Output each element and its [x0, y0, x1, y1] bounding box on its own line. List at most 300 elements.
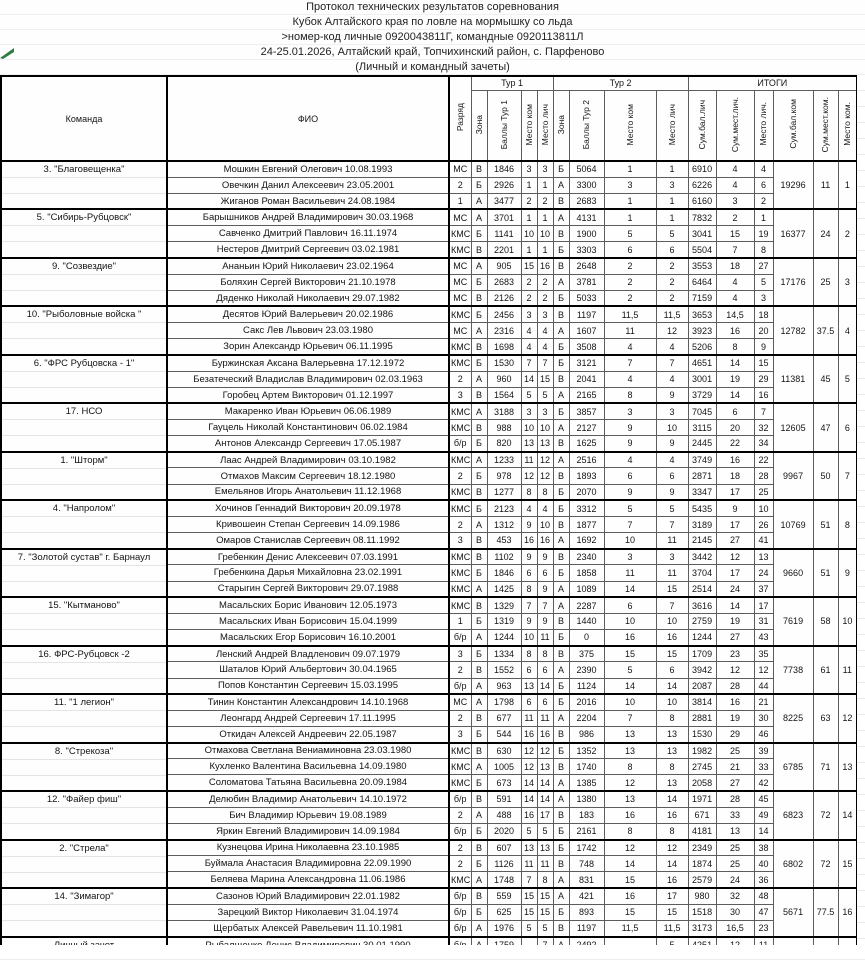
cell-sum-mest-lich: 28 — [716, 678, 754, 694]
cell-mesto-lich-itog: 22 — [754, 452, 773, 468]
cell-mesto-kom-t1: 3 — [521, 161, 537, 177]
cell-sum-mest-lich: 32 — [716, 888, 754, 904]
cell-sum-mest-kom: 37.5 — [813, 306, 838, 354]
cell-sum-mest-kom: 63 — [813, 694, 838, 742]
cell-zona-t1: А — [471, 371, 487, 387]
cell-sum-bal-lich: 3616 — [688, 597, 716, 613]
cell-mesto-kom-itog: 6 — [838, 403, 857, 451]
col-header-sum-mest-lich: Сум.мест.лич. — [716, 90, 754, 161]
cell-bally-tur2: 2041 — [569, 371, 604, 387]
cell-mesto-kom-t2: 11,5 — [604, 920, 656, 936]
cell-sum-mest-lich: 16,5 — [716, 920, 754, 936]
cell-razryad: КМС — [449, 306, 471, 322]
cell-mesto-kom-t2: 1 — [604, 193, 656, 209]
cell-mesto-lich-itog: 10 — [754, 500, 773, 516]
cell-zona-t2: Б — [553, 161, 569, 177]
cell-mesto-lich-t1: 10 — [537, 226, 553, 242]
cell-mesto-kom-t1: 14 — [521, 371, 537, 387]
cell-bally-tur2: 2016 — [569, 694, 604, 710]
cell-razryad: МС — [449, 209, 471, 225]
cell-mesto-kom-t2: 9 — [604, 436, 656, 452]
cell-zona-t1: Б — [471, 823, 487, 839]
cell-razryad: КМС — [449, 759, 471, 775]
cell-sum-mest-lich: 27 — [716, 775, 754, 791]
cell-mesto-lich-itog: 45 — [754, 791, 773, 807]
cell-mesto-lich-t2: 9 — [656, 387, 688, 403]
cell-mesto-lich-t1: 1 — [537, 242, 553, 258]
cell-mesto-kom-t1: 14 — [521, 775, 537, 791]
team-name-cell: 14. "Зимагор" — [1, 888, 167, 936]
cell-bally-tur2: 5033 — [569, 290, 604, 306]
cell-mesto-kom-itog: 7 — [838, 452, 857, 500]
cell-mesto-kom-t1: 1 — [521, 177, 537, 193]
cell-mesto-lich-t1: 9 — [537, 549, 553, 565]
cell-sum-bal-lich: 7045 — [688, 403, 716, 419]
cell-razryad: 2 — [449, 662, 471, 678]
cell-mesto-lich-t1: 4 — [537, 323, 553, 339]
cell-mesto-lich-itog: 48 — [754, 888, 773, 904]
cell-zona-t1: В — [471, 597, 487, 613]
col-header-zona-t2: Зона — [553, 90, 569, 161]
cell-mesto-lich-t1: 3 — [537, 306, 553, 322]
cell-sum-bal-lich: 5435 — [688, 500, 716, 516]
cell-sum-mest-kom: 47 — [813, 403, 838, 451]
cell-mesto-kom-t2: 11 — [604, 323, 656, 339]
cell-bally-tur2: 3857 — [569, 403, 604, 419]
cell-sum-mest-kom: 25 — [813, 258, 838, 306]
cell-bally-tur1: 544 — [487, 726, 521, 742]
cell-mesto-kom-t2: 16 — [604, 630, 656, 646]
cell-mesto-lich-t1: 9 — [537, 581, 553, 597]
cell-sum-bal-kom: 10769 — [773, 500, 813, 548]
cell-bally-tur2: 2161 — [569, 823, 604, 839]
cell-bally-tur1: 2123 — [487, 500, 521, 516]
cell-sum-bal-lich: 3749 — [688, 452, 716, 468]
cell-mesto-kom-t1: 12 — [521, 468, 537, 484]
cell-zona-t2: А — [553, 775, 569, 791]
cell-mesto-lich-t1: 3 — [537, 161, 553, 177]
cell-sum-mest-lich: 27 — [716, 630, 754, 646]
cell-zona-t1: А — [471, 193, 487, 209]
cell-sum-mest-lich: 29 — [716, 726, 754, 742]
cell-sum-bal-lich: 1971 — [688, 791, 716, 807]
cell-sum-bal-lich: 6160 — [688, 193, 716, 209]
cell-bally-tur2: 1893 — [569, 468, 604, 484]
cell-sum-bal-lich: 2445 — [688, 436, 716, 452]
cell-zona-t2: Б — [553, 500, 569, 516]
cell-zona-t2: Б — [553, 630, 569, 646]
cell-mesto-kom-itog: 11 — [838, 646, 857, 694]
cell-bally-tur2: 2070 — [569, 484, 604, 500]
cell-mesto-kom-t2: 10 — [604, 694, 656, 710]
cell-bally-tur1: 453 — [487, 533, 521, 549]
cell-mesto-lich-itog: 30 — [754, 710, 773, 726]
cell-sum-mest-lich: 16 — [716, 452, 754, 468]
cell-mesto-lich-t1: 1 — [537, 177, 553, 193]
cell-mesto-lich-t1: 2 — [537, 274, 553, 290]
cell-zona-t2: А — [553, 791, 569, 807]
cell-sum-mest-lich: 13 — [716, 823, 754, 839]
cell-bally-tur2: 2165 — [569, 387, 604, 403]
cell-zona-t2: В — [553, 549, 569, 565]
cell-razryad: 3 — [449, 646, 471, 662]
cell-mesto-lich-itog: 29 — [754, 371, 773, 387]
cell-bally-tur1: 1334 — [487, 646, 521, 662]
results-tbody — [1, 161, 857, 954]
cell-fio: Буймала Анастасия Владимировна 22.09.1990 — [167, 856, 449, 872]
cell-mesto-lich-t2: 3 — [656, 403, 688, 419]
cell-zona-t2: А — [553, 872, 569, 888]
cell-mesto-lich-t2: 7 — [656, 516, 688, 532]
cell-sum-mest-lich: 18 — [716, 258, 754, 274]
cell-sum-mest-lich: 12 — [716, 549, 754, 565]
cell-sum-bal-lich: 4181 — [688, 823, 716, 839]
cell-fio: Безатеческий Владислав Владимирович 02.03.1963 — [167, 371, 449, 387]
cell-mesto-lich-itog: 35 — [754, 646, 773, 662]
cell-mesto-lich-t2: 2 — [656, 274, 688, 290]
cell-sum-mest-kom: 11 — [813, 161, 838, 209]
cell-mesto-lich-t2: 12 — [656, 840, 688, 856]
cell-fio: Овечкин Данил Алексеевич 23.05.2001 — [167, 177, 449, 193]
cell-razryad: 3 — [449, 726, 471, 742]
cell-mesto-lich-t2: 6 — [656, 468, 688, 484]
cell-mesto-lich-t2: 13 — [656, 743, 688, 759]
cell-mesto-kom-itog: 8 — [838, 500, 857, 548]
cell-mesto-kom-t1: 6 — [521, 662, 537, 678]
cell-mesto-lich-itog: 25 — [754, 484, 773, 500]
cell-sum-mest-lich: 14 — [716, 355, 754, 371]
cell-bally-tur1: 1564 — [487, 387, 521, 403]
cell-razryad: 2 — [449, 840, 471, 856]
cell-sum-mest-lich: 9 — [716, 500, 754, 516]
cell-sum-bal-lich: 5504 — [688, 242, 716, 258]
cell-fio: Отмахов Максим Сергеевич 18.12.1980 — [167, 468, 449, 484]
cell-mesto-lich-t1: 2 — [537, 193, 553, 209]
table-row — [1, 743, 857, 759]
cell-razryad: 1 — [449, 193, 471, 209]
cell-bally-tur2: 1740 — [569, 759, 604, 775]
cell-zona-t1: Б — [471, 436, 487, 452]
group-header-tur1: Тур 1 — [471, 76, 553, 90]
cell-sum-bal-lich: 3729 — [688, 387, 716, 403]
cell-mesto-lich-itog: 3 — [754, 290, 773, 306]
cell-mesto-lich-t2: 12 — [656, 323, 688, 339]
cell-razryad: КМС — [449, 226, 471, 242]
cell-mesto-lich-itog: 36 — [754, 872, 773, 888]
cell-mesto-lich-t2: 7 — [656, 597, 688, 613]
team-name-cell: 15. "Кытманово" — [1, 597, 167, 645]
cell-zona-t1: В — [471, 710, 487, 726]
cell-bally-tur2: 1197 — [569, 920, 604, 936]
cell-bally-tur2: 3781 — [569, 274, 604, 290]
cell-zona-t2: В — [553, 726, 569, 742]
cell-mesto-kom-t1: 11 — [521, 452, 537, 468]
col-header-mesto-kom-t2: Место ком — [604, 90, 656, 161]
cell-mesto-lich-itog: 24 — [754, 565, 773, 581]
cell-fio: Десятов Юрий Валерьевич 20.02.1986 — [167, 306, 449, 322]
cell-sum-mest-lich: 16 — [716, 323, 754, 339]
cell-mesto-kom-t1: 8 — [521, 484, 537, 500]
cell-bally-tur1: 2926 — [487, 177, 521, 193]
cell-zona-t2: Б — [553, 565, 569, 581]
team-name-cell: 10. "Рыболовные войска " — [1, 306, 167, 354]
cell-bally-tur2: 2648 — [569, 258, 604, 274]
team-name-cell: 1. "Шторм" — [1, 452, 167, 500]
cell-mesto-kom-t2: 4 — [604, 452, 656, 468]
cell-fio: Мошкин Евгений Олегович 10.08.1993 — [167, 161, 449, 177]
cell-mesto-lich-itog: 4 — [754, 161, 773, 177]
cell-sum-bal-lich: 1874 — [688, 856, 716, 872]
cell-bally-tur2: 1625 — [569, 436, 604, 452]
cell-bally-tur2: 1089 — [569, 581, 604, 597]
cell-bally-tur1: 1319 — [487, 613, 521, 629]
cell-mesto-lich-t1: 6 — [537, 662, 553, 678]
cell-mesto-lich-t2: 1 — [656, 161, 688, 177]
cell-mesto-lich-itog: 6 — [754, 177, 773, 193]
cell-mesto-kom-t1: 12 — [521, 759, 537, 775]
cell-mesto-lich-t1: 14 — [537, 791, 553, 807]
cell-sum-bal-lich: 3115 — [688, 420, 716, 436]
cell-sum-mest-lich: 28 — [716, 791, 754, 807]
cell-mesto-kom-t2: 6 — [604, 242, 656, 258]
table-row — [1, 306, 857, 322]
cell-sum-mest-kom: 77.5 — [813, 888, 838, 936]
cell-mesto-lich-t1: 8 — [537, 646, 553, 662]
cell-razryad: 2 — [449, 177, 471, 193]
cell-bally-tur1: 1698 — [487, 339, 521, 355]
cell-mesto-kom-t1: 9 — [521, 613, 537, 629]
cell-fio: Кузнецова Ирина Николаевна 23.10.1985 — [167, 840, 449, 856]
cell-mesto-kom-t2: 13 — [604, 726, 656, 742]
cell-sum-mest-lich: 25 — [716, 743, 754, 759]
cell-mesto-kom-t2: 15 — [604, 904, 656, 920]
cell-zona-t2: В — [553, 306, 569, 322]
cell-mesto-kom-t2: 13 — [604, 791, 656, 807]
cell-fio: Кухленко Валентина Васильевна 14.09.1980 — [167, 759, 449, 775]
table-row — [1, 888, 857, 904]
cell-zona-t1: А — [471, 452, 487, 468]
cell-mesto-kom-t1: 12 — [521, 743, 537, 759]
cell-bally-tur2: 421 — [569, 888, 604, 904]
cell-mesto-kom-t1: 4 — [521, 323, 537, 339]
cell-mesto-lich-t2: 11,5 — [656, 920, 688, 936]
cell-mesto-kom-t1: 13 — [521, 840, 537, 856]
cell-bally-tur1: 963 — [487, 678, 521, 694]
cell-zona-t1: А — [471, 258, 487, 274]
cell-bally-tur1: 3701 — [487, 209, 521, 225]
cell-zona-t2: В — [553, 807, 569, 823]
cell-mesto-lich-t2: 6 — [656, 662, 688, 678]
cell-mesto-kom-t1: 13 — [521, 678, 537, 694]
cell-mesto-kom-t1: 1 — [521, 242, 537, 258]
cell-mesto-lich-t1: 4 — [537, 339, 553, 355]
cell-zona-t2: В — [553, 646, 569, 662]
cell-mesto-lich-t1: 5 — [537, 823, 553, 839]
cell-sum-bal-lich: 3347 — [688, 484, 716, 500]
cell-fio: Щербатых Алексей Равельевич 11.10.1981 — [167, 920, 449, 936]
cell-mesto-kom-itog: 13 — [838, 743, 857, 791]
cell-bally-tur2: 1900 — [569, 226, 604, 242]
team-name-cell: 11. "1 легион" — [1, 694, 167, 742]
cell-fio: Отмахова Светлана Вениаминовна 23.03.1980 — [167, 743, 449, 759]
cell-mesto-kom-t1: 15 — [521, 258, 537, 274]
cell-mesto-kom-itog: 12 — [838, 694, 857, 742]
cell-bally-tur1: 673 — [487, 775, 521, 791]
col-header-mesto-kom-itog: Место ком. — [838, 90, 857, 161]
cell-zona-t1: В — [471, 888, 487, 904]
cell-mesto-kom-t2: 14 — [604, 856, 656, 872]
cell-fio: Сазонов Юрий Владимирович 22.01.1982 — [167, 888, 449, 904]
team-name-cell: 6. "ФРС Рубцовска - 1" — [1, 355, 167, 403]
cell-sum-mest-lich: 24 — [716, 872, 754, 888]
cell-zona-t1: Б — [471, 274, 487, 290]
cell-sum-bal-lich: 2349 — [688, 840, 716, 856]
cell-mesto-lich-t2: 8 — [656, 710, 688, 726]
cell-razryad: 3 — [449, 533, 471, 549]
cell-mesto-kom-t1: 13 — [521, 436, 537, 452]
cell-sum-bal-lich: 3173 — [688, 920, 716, 936]
cell-mesto-lich-t2: 6 — [656, 242, 688, 258]
cell-sum-bal-lich: 2745 — [688, 759, 716, 775]
cell-fio: Зорин Александр Юрьевич 06.11.1995 — [167, 339, 449, 355]
cell-razryad: 2 — [449, 468, 471, 484]
team-name-cell: 3. "Благовещенка" — [1, 161, 167, 209]
cell-mesto-lich-t1: 13 — [537, 759, 553, 775]
cell-mesto-lich-t2: 4 — [656, 339, 688, 355]
cell-bally-tur2: 3303 — [569, 242, 604, 258]
cell-sum-mest-kom: 61 — [813, 646, 838, 694]
cell-zona-t2: Б — [553, 403, 569, 419]
cell-zona-t1: В — [471, 533, 487, 549]
title-line-1: Протокол технических результатов соревнования — [0, 0, 865, 15]
cell-sum-bal-lich: 3653 — [688, 306, 716, 322]
cell-mesto-lich-t1: 6 — [537, 565, 553, 581]
cell-zona-t1: А — [471, 630, 487, 646]
cell-mesto-lich-t2: 16 — [656, 630, 688, 646]
cell-mesto-lich-itog: 42 — [754, 775, 773, 791]
cell-zona-t2: А — [553, 533, 569, 549]
cell-bally-tur1: 607 — [487, 840, 521, 856]
cell-mesto-kom-t2: 14 — [604, 581, 656, 597]
cell-mesto-kom-t2: 15 — [604, 646, 656, 662]
cell-razryad: б/р — [449, 823, 471, 839]
cell-zona-t2: В — [553, 468, 569, 484]
cell-bally-tur1: 1126 — [487, 856, 521, 872]
cell-razryad: МС — [449, 161, 471, 177]
cell-mesto-lich-t2: 15 — [656, 646, 688, 662]
cell-mesto-lich-t1: 1 — [537, 209, 553, 225]
cell-mesto-lich-t2: 17 — [656, 888, 688, 904]
cell-mesto-lich-t2: 13 — [656, 775, 688, 791]
cell-fio: Беляева Марина Александровна 11.06.1986 — [167, 872, 449, 888]
cell-fio: Откидач Алексей Андреевич 22.05.1987 — [167, 726, 449, 742]
cell-sum-bal-kom: 16377 — [773, 209, 813, 257]
cell-mesto-kom-t2: 2 — [604, 290, 656, 306]
cell-bally-tur1: 1846 — [487, 161, 521, 177]
cell-fio: Жиганов Роман Васильевич 24.08.1984 — [167, 193, 449, 209]
cell-bally-tur2: 1692 — [569, 533, 604, 549]
cell-zona-t1: В — [471, 840, 487, 856]
cell-bally-tur1: 559 — [487, 888, 521, 904]
cell-sum-bal-kom: 5671 — [773, 888, 813, 936]
cell-sum-mest-lich: 25 — [716, 840, 754, 856]
cell-mesto-lich-t2: 16 — [656, 807, 688, 823]
cell-mesto-lich-t2: 8 — [656, 759, 688, 775]
cell-mesto-kom-t2: 8 — [604, 823, 656, 839]
cell-razryad: МС — [449, 323, 471, 339]
cell-zona-t2: В — [553, 856, 569, 872]
cell-mesto-lich-t2: 3 — [656, 549, 688, 565]
cell-sum-mest-lich: 22 — [716, 436, 754, 452]
cell-mesto-lich-t2: 10 — [656, 694, 688, 710]
cell-mesto-lich-t1: 16 — [537, 258, 553, 274]
cell-mesto-kom-t2: 2 — [604, 274, 656, 290]
cell-sum-bal-kom: 12605 — [773, 403, 813, 451]
group-header-tur2: Тур 2 — [553, 76, 688, 90]
cell-fio: Соломатова Татьяна Васильевна 20.09.1984 — [167, 775, 449, 791]
cell-razryad: б/р — [449, 630, 471, 646]
cell-razryad: МС — [449, 290, 471, 306]
cell-mesto-lich-t2: 9 — [656, 484, 688, 500]
cell-mesto-lich-itog: 9 — [754, 339, 773, 355]
cell-mesto-kom-t2: 3 — [604, 177, 656, 193]
cell-sum-mest-lich: 4 — [716, 290, 754, 306]
cell-zona-t1: А — [471, 694, 487, 710]
cell-sum-mest-lich: 19 — [716, 371, 754, 387]
cell-mesto-lich-itog: 17 — [754, 597, 773, 613]
cell-bally-tur2: 3300 — [569, 177, 604, 193]
cell-mesto-kom-t1: 6 — [521, 694, 537, 710]
cell-sum-bal-lich: 5206 — [688, 339, 716, 355]
cell-bally-tur1: 988 — [487, 420, 521, 436]
team-name-cell: 5. "Сибирь-Рубцовск" — [1, 209, 167, 257]
cell-bally-tur2: 3508 — [569, 339, 604, 355]
cell-sum-bal-lich: 4651 — [688, 355, 716, 371]
cell-sum-mest-lich: 15 — [716, 226, 754, 242]
cell-sum-mest-kom: 50 — [813, 452, 838, 500]
cell-bally-tur1: 1244 — [487, 630, 521, 646]
cell-bally-tur1: 960 — [487, 371, 521, 387]
cell-zona-t1: А — [471, 323, 487, 339]
cell-fio: Яркин Евгений Владимирович 14.09.1984 — [167, 823, 449, 839]
cell-mesto-lich-itog: 21 — [754, 694, 773, 710]
cell-mesto-kom-itog: 1 — [838, 161, 857, 209]
cell-mesto-kom-t2: 7 — [604, 355, 656, 371]
cell-mesto-lich-itog: 14 — [754, 823, 773, 839]
cell-fio: Шаталов Юрий Альбертович 30.04.1965 — [167, 662, 449, 678]
cell-zona-t1: Б — [471, 726, 487, 742]
cell-sum-bal-lich: 6910 — [688, 161, 716, 177]
cell-sum-bal-lich: 2871 — [688, 468, 716, 484]
cell-mesto-kom-t2: 3 — [604, 549, 656, 565]
cell-zona-t1: А — [471, 678, 487, 694]
title-line-2: Кубок Алтайского края по ловле на мормышку со льда — [0, 15, 865, 30]
cell-sum-bal-lich: 671 — [688, 807, 716, 823]
cell-fio: Масальских Иван Борисович 15.04.1999 — [167, 613, 449, 629]
cell-mesto-lich-itog: 26 — [754, 516, 773, 532]
cell-sum-mest-lich: 19 — [716, 613, 754, 629]
cell-mesto-kom-t2: 7 — [604, 710, 656, 726]
cell-mesto-lich-itog: 39 — [754, 743, 773, 759]
cell-mesto-kom-t2: 14 — [604, 678, 656, 694]
cell-razryad: 1 — [449, 613, 471, 629]
cell-bally-tur1: 820 — [487, 436, 521, 452]
cell-sum-bal-lich: 2058 — [688, 775, 716, 791]
cell-sum-bal-lich: 2881 — [688, 710, 716, 726]
cell-mesto-kom-t1: 9 — [521, 549, 537, 565]
cell-zona-t1: А — [471, 403, 487, 419]
cell-fio: Барышников Андрей Владимирович 30.03.1968 — [167, 209, 449, 225]
